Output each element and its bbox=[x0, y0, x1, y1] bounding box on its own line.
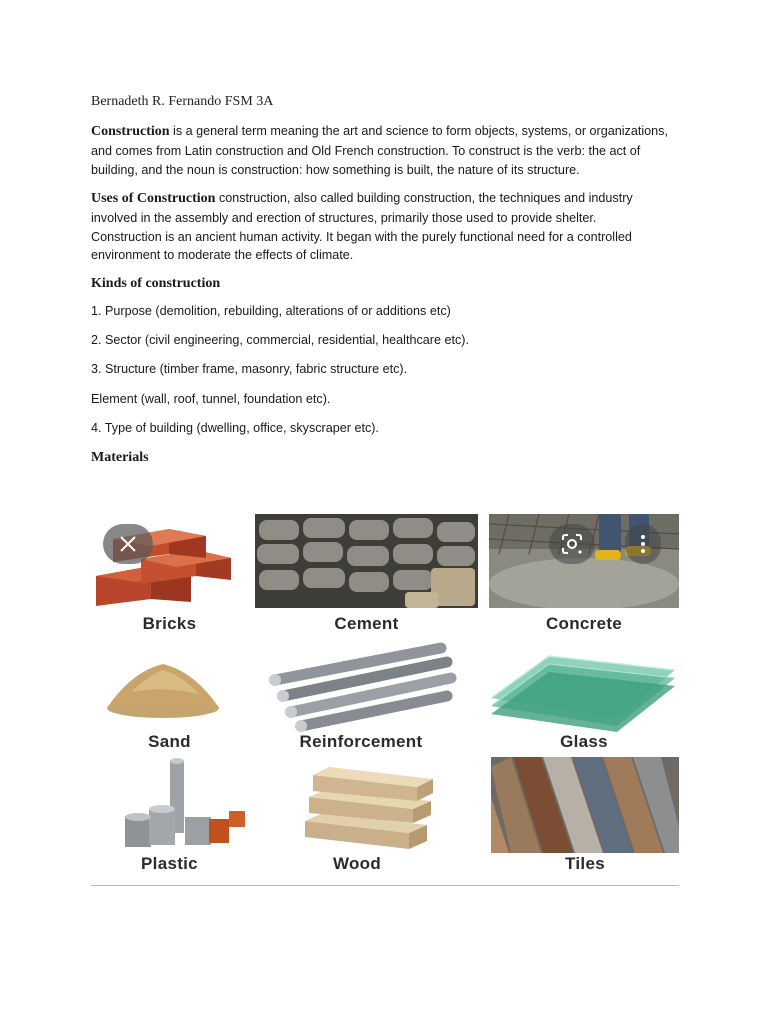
intro-line-1: is a general term meaning the art and science to form objects, systems, or organizations, bbox=[169, 124, 668, 138]
materials-heading: Materials bbox=[91, 450, 149, 465]
caption-concrete: Concrete bbox=[545, 614, 623, 633]
reinforcement-picture bbox=[261, 640, 461, 732]
uses-line-4: environment to moderate the effects of climate. bbox=[91, 248, 354, 263]
kind-item: 2. Sector (civil engineering, commercial, residential, healthcare etc). bbox=[91, 333, 469, 347]
author-line: Bernadeth R. Fernando FSM 3A bbox=[91, 94, 274, 109]
bottom-divider bbox=[91, 885, 679, 886]
caption-plastic: Plastic bbox=[141, 854, 198, 873]
kind-item: 3. Structure (timber frame, masonry, fabric structure etc). bbox=[91, 362, 408, 376]
intro-line-2: and comes from Latin construction and Old French construction. To construct is the verb: the act of bbox=[91, 143, 641, 158]
intro-paragraph bbox=[91, 122, 691, 179]
caption-reinforcement: Reinforcement bbox=[299, 732, 423, 751]
more-options-button[interactable] bbox=[625, 524, 661, 564]
material-plastic bbox=[91, 757, 248, 884]
uses-line-1: construction, also called building construction, the techniques and industry bbox=[215, 191, 633, 205]
kind-item: 1. Purpose (demolition, rebuilding, alterations of or additions etc) bbox=[91, 304, 451, 318]
uses-term: Uses of Construction bbox=[91, 191, 216, 206]
uses-line-3: Construction is an ancient human activity. It began with the purely functional need for a controlled bbox=[91, 229, 632, 244]
uses-line-2: involved in the assembly and erection of structures, primarily those used to provide shelter. bbox=[91, 210, 597, 225]
caption-tiles: Tiles bbox=[565, 854, 605, 873]
kind-item: Element (wall, roof, tunnel, foundation etc). bbox=[91, 392, 331, 406]
material-tiles bbox=[491, 757, 679, 884]
uses-paragraph bbox=[91, 189, 691, 265]
glass-picture bbox=[489, 640, 679, 732]
intro-term: Construction bbox=[91, 124, 170, 139]
material-cement bbox=[255, 514, 478, 639]
tiles-picture bbox=[491, 757, 679, 853]
more-vertical-icon bbox=[625, 524, 661, 564]
caption-sand: Sand bbox=[148, 732, 191, 751]
close-icon bbox=[118, 534, 138, 554]
close-button[interactable] bbox=[103, 524, 153, 564]
plastic-picture bbox=[91, 757, 248, 857]
caption-cement: Cement bbox=[334, 614, 399, 633]
wood-picture bbox=[275, 757, 439, 857]
lens-icon bbox=[549, 524, 595, 564]
intro-line-3: building, and the noun is construction: how something is built, the nature of its structure. bbox=[91, 162, 580, 177]
caption-wood: Wood bbox=[332, 854, 382, 873]
material-sand bbox=[91, 640, 248, 755]
caption-glass: Glass bbox=[560, 732, 608, 751]
material-wood bbox=[275, 757, 439, 884]
materials-image[interactable] bbox=[91, 514, 679, 884]
material-glass bbox=[489, 640, 679, 755]
sand-picture bbox=[91, 640, 248, 732]
material-reinforcement bbox=[261, 640, 461, 755]
lens-button[interactable] bbox=[549, 524, 595, 564]
kind-item: 4. Type of building (dwelling, office, skyscraper etc). bbox=[91, 421, 379, 435]
cement-picture bbox=[255, 514, 478, 608]
caption-bricks: Bricks bbox=[142, 614, 197, 633]
kinds-heading: Kinds of construction bbox=[91, 276, 221, 291]
